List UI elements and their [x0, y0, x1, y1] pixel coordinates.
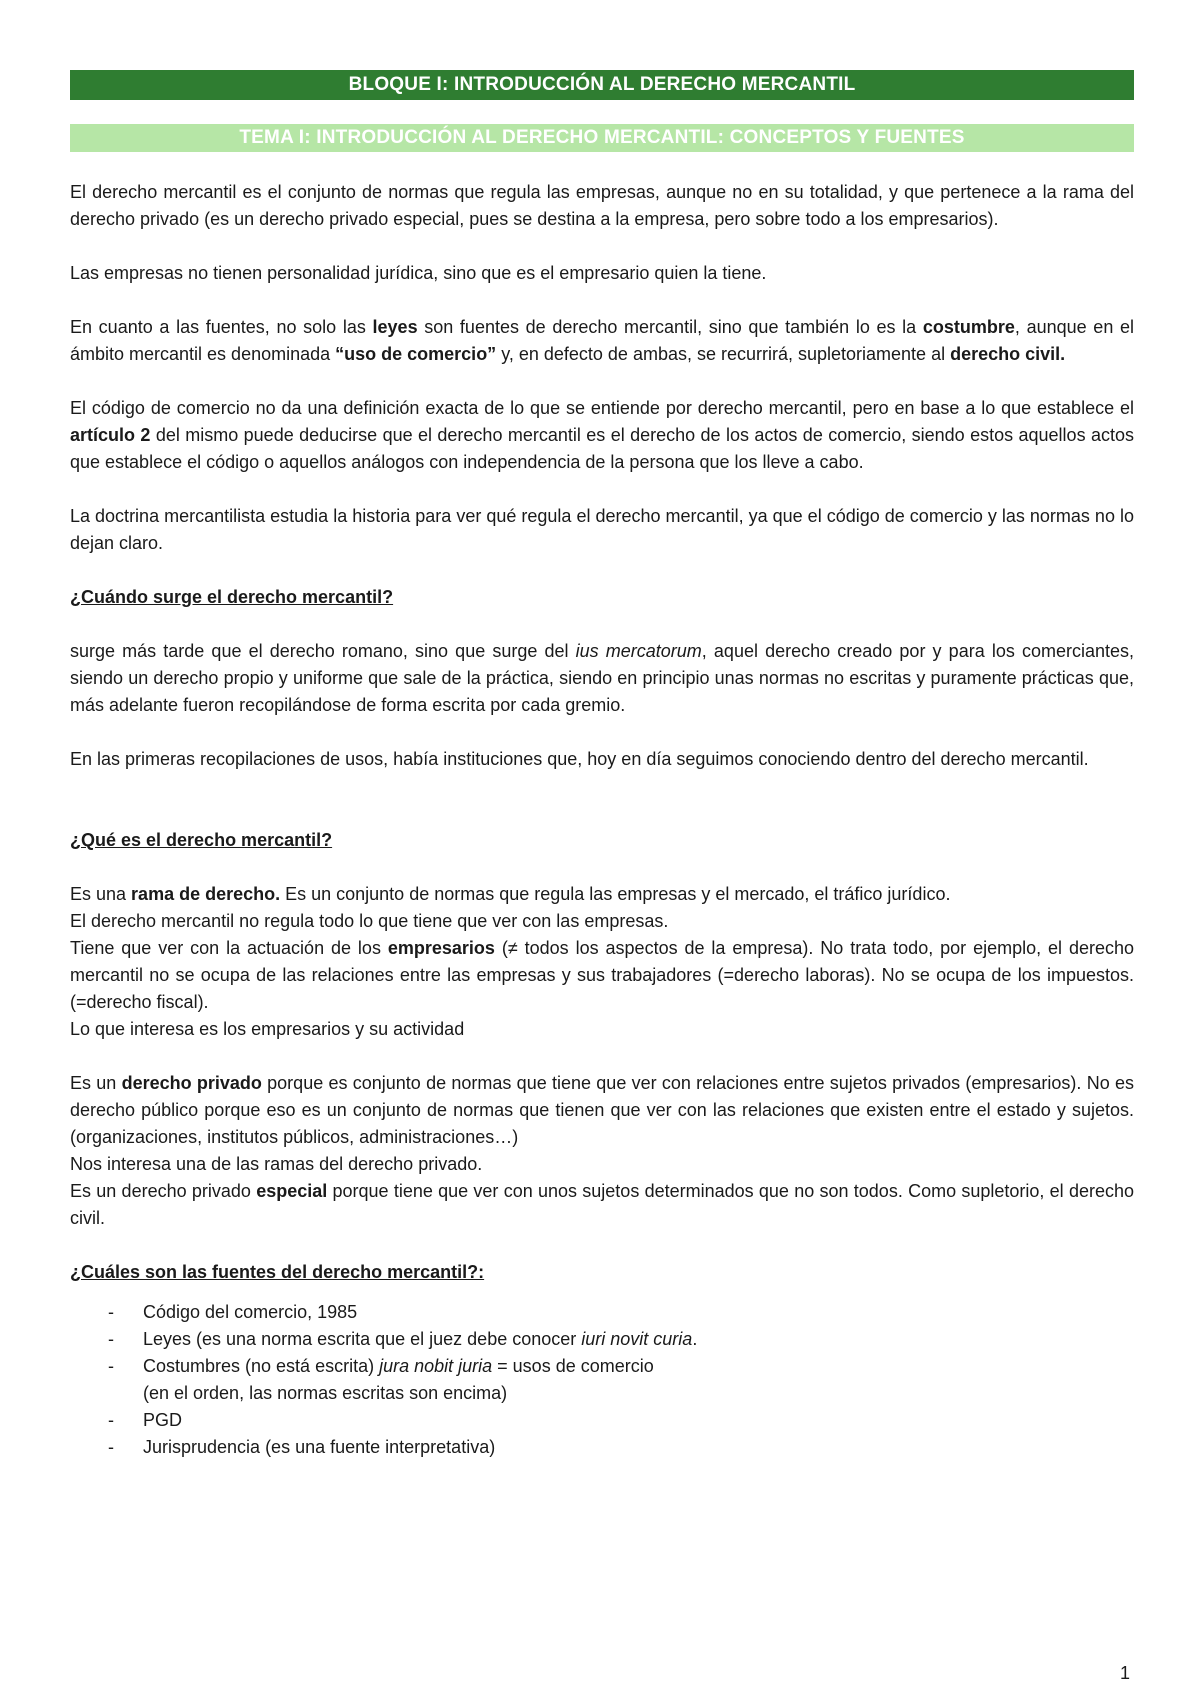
- heading-fuentes: ¿Cuáles son las fuentes del derecho mercantil?:: [70, 1262, 485, 1282]
- paragraph-ius-mercatorum: surge más tarde que el derecho romano, sino que surge del ius mercatorum, aquel derecho creado por y para los comerciantes, siendo un derecho propio y uniforme que sale de la práctica, siendo en principio unas normas no escritas y puramente prácticas que, más adelante fueron recopilándose de forma escrita por cada gremio.: [70, 641, 1135, 715]
- list-item: - Código del comercio, 1985: [108, 1302, 358, 1322]
- paragraph-personalidad: Las empresas no tienen personalidad jurídica, sino que es el empresario quien la tiene.: [70, 263, 767, 283]
- list-item-continuation: (en el orden, las normas escritas son encima): [143, 1383, 508, 1403]
- paragraph-rama-privado: Nos interesa una de las ramas del derecho privado.: [70, 1154, 483, 1174]
- document-page: [70, 70, 1134, 1461]
- paragraph-interesa: Lo que interesa es los empresarios y su actividad: [70, 1019, 465, 1039]
- fuentes-list: [70, 1299, 1134, 1461]
- list-item: - Costumbres (no está escrita) jura nobit juria = usos de comercio: [108, 1356, 654, 1376]
- tema-title: TEMA I: INTRODUCCIÓN AL DERECHO MERCANTIL: CONCEPTOS Y FUENTES: [70, 124, 1134, 152]
- paragraph-especial: Es un derecho privado especial porque tiene que ver con unos sujetos determinados que no son todos. Como supletorio, el derecho civil.: [70, 1181, 1134, 1228]
- list-item: - Leyes (es una norma escrita que el juez debe conocer iuri novit curia.: [108, 1329, 698, 1349]
- paragraph-recopilaciones: En las primeras recopilaciones de usos, había instituciones que, hoy en día seguimos conociendo dentro del derecho mercantil.: [70, 749, 1089, 769]
- paragraph-fuentes: En cuanto a las fuentes, no solo las leyes son fuentes de derecho mercantil, sino que también lo es la costumbre, aunque en el ámbito mercantil es denominada “uso de comercio” y, en defecto de ambas, se recurrirá, supletoriamente al derecho civil.: [70, 317, 1135, 364]
- paragraph-actuacion: Tiene que ver con la actuación de los empresarios (≠ todos los aspectos de la empresa). No trata todo, por ejemplo, el derecho mercantil no se ocupa de las relaciones entre las empresas y sus trabajadores (=derecho laboras). No se ocupa de los impuestos. (=derecho fiscal).: [70, 938, 1134, 1012]
- heading-cuando-surge: ¿Cuándo surge el derecho mercantil?: [70, 587, 394, 607]
- paragraph-rama: Es una rama de derecho. Es un conjunto de normas que regula las empresas y el mercado, el tráfico jurídico.: [70, 884, 951, 904]
- paragraph-no-regula: El derecho mercantil no regula todo lo que tiene que ver con las empresas.: [70, 911, 669, 931]
- heading-que-es: ¿Qué es el derecho mercantil?: [70, 830, 333, 850]
- list-item: - Jurisprudencia (es una fuente interpretativa): [108, 1437, 496, 1457]
- list-item: - PGD: [108, 1410, 183, 1430]
- paragraph-codigo-comercio: El código de comercio no da una definición exacta de lo que se entiende por derecho mercantil, pero en base a lo que establece el artículo 2 del mismo puede deducirse que el derecho mercantil es el derecho de los actos de comercio, siendo estos aquellos actos que establece el código o aquellos análogos con independencia de la persona que los lleve a cabo.: [70, 398, 1134, 472]
- page-number: 1: [1119, 1663, 1130, 1683]
- paragraph-definition: El derecho mercantil es el conjunto de normas que regula las empresas, aunque no en su totalidad, y que pertenece a la rama del derecho privado (es un derecho privado especial, pues se destina a la empresa, pero sobre todo a los empresarios).: [70, 182, 1134, 229]
- bloque-title: BLOQUE I: INTRODUCCIÓN AL DERECHO MERCANTIL: [70, 70, 1134, 100]
- paragraph-derecho-privado: Es un derecho privado porque es conjunto de normas que tiene que ver con relaciones entre sujetos privados (empresarios). No es derecho público porque eso es un conjunto de normas que tienen que ver con las relaciones que existen entre el estado y sujetos. (organizaciones, institutos públicos, administraciones…): [70, 1073, 1134, 1147]
- paragraph-doctrina: La doctrina mercantilista estudia la historia para ver qué regula el derecho mercantil, ya que el código de comercio y las normas no lo dejan claro.: [70, 506, 1134, 553]
